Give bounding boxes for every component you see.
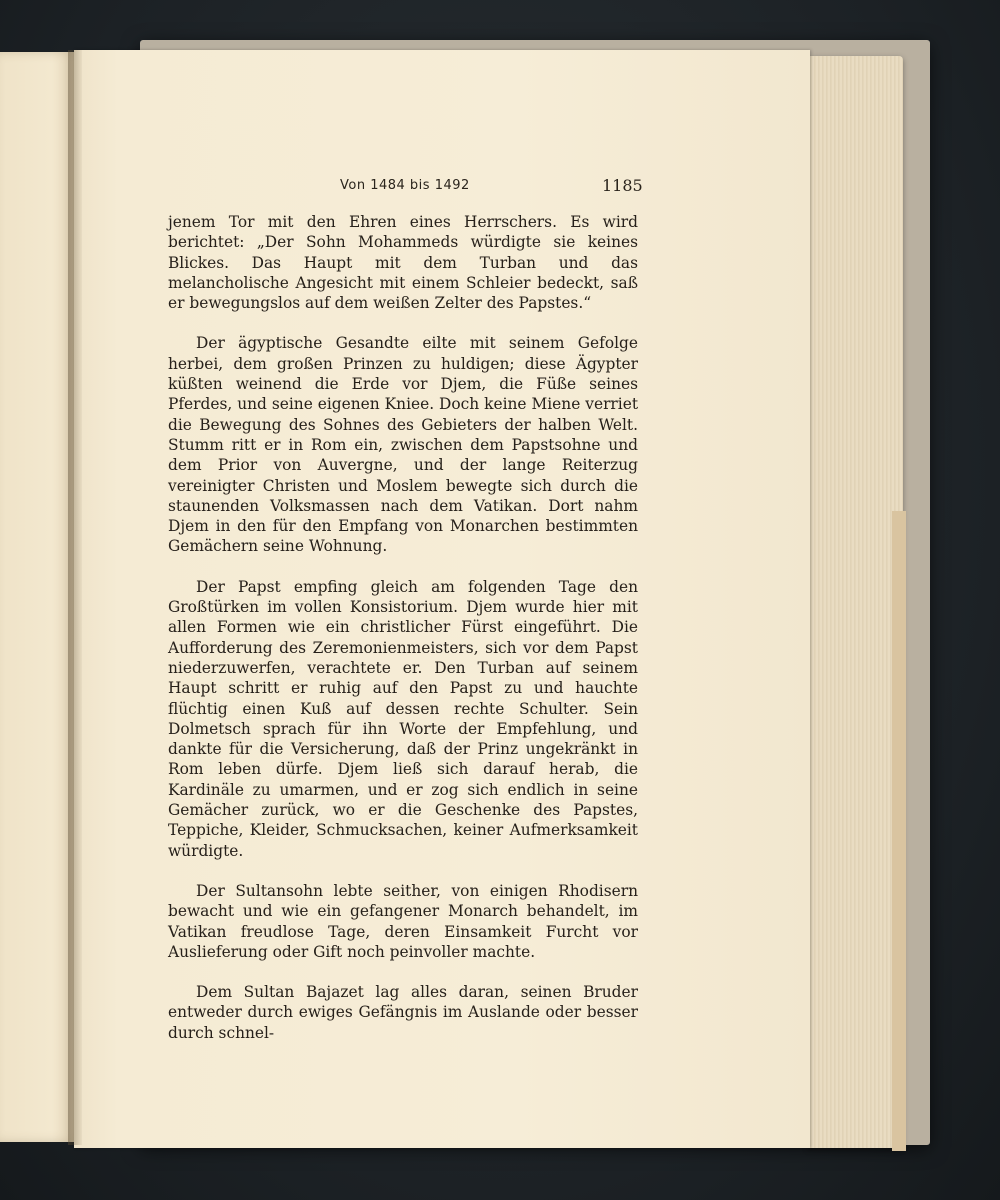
- running-head: [74, 178, 810, 202]
- paragraph-4: Der Sultansohn lebte seither, von einigen Rhodisern bewacht und wie ein gefangener Monarch behandelt, im Vatikan freudlose Tage, deren Einsamkeit Furcht vor Auslieferung oder Gift noch peinvoller machte.: [168, 881, 638, 961]
- running-head-title: Von 1484 bis 1492: [340, 178, 470, 193]
- paragraph-2: Der ägyptische Gesandte eilte mit seinem Gefolge herbei, dem großen Prinzen zu huldigen; diese Ägypter küßten weinend die Erde vor Djem, die Füße seines Pferdes, und seine eigenen Kniee. Doch keine Miene verriet die Bewegung des Sohnes des Gebieters der halben Welt. Stumm ritt er in Rom ein, zwischen dem Papstsohne und dem Prior von Auvergne, und der lange Reiterzug vereinigter Christen und Moslem bewegte sich durch die staunenden Volksmassen nach dem Vatikan. Dort nahm Djem in den für den Empfang von Monarchen bestimmten Gemächern seine Wohnung.: [168, 334, 638, 556]
- paragraph-1: jenem Tor mit den Ehren eines Herrschers. Es wird berichtet: „Der Sohn Mohammeds würdigte sie keines Blickes. Das Haupt mit dem Turban und das melancholische Angesicht mit einem Schleier bedeckt, saß er bewegungslos auf dem weißen Zelter des Papstes.“: [168, 213, 638, 313]
- page-number: 1185: [602, 176, 643, 195]
- book-page: [74, 50, 810, 1148]
- body-text: [168, 212, 638, 1043]
- paragraph-3: Der Papst empfing gleich am folgenden Tage den Großtürken im vollen Konsistorium. Djem wurde hier mit allen Formen wie ein christlicher Fürst eingeführt. Die Aufforderung des Zeremonienmeisters, sich vor dem Papst niederzuwerfen, verachtete er. Den Turban auf seinem Haupt schritt er ruhig auf den Papst zu und hauchte flüchtig einen Kuß auf dessen rechte Schulter. Sein Dolmetsch sprach für ihn Worte der Empfehlung, und dankte für die Versicherung, daß der Prinz ungekränkt in Rom leben dürfe. Djem ließ sich darauf herab, die Kardinäle zu umarmen, und er zog sich endlich in seine Gemächer zurück, wo er die Geschenke des Papstes, Teppiche, Kleider, Schmucksachen, keiner Aufmerksamkeit würdigte.: [168, 577, 638, 860]
- gutter-shadow: [68, 50, 82, 1145]
- paragraph-5: Dem Sultan Bajazet lag alles daran, seinen Bruder entweder durch ewiges Gefängnis im Auslande oder besser durch schnel-: [168, 983, 638, 1042]
- left-facing-page: [0, 52, 74, 1142]
- page-block-edges: [808, 56, 903, 1148]
